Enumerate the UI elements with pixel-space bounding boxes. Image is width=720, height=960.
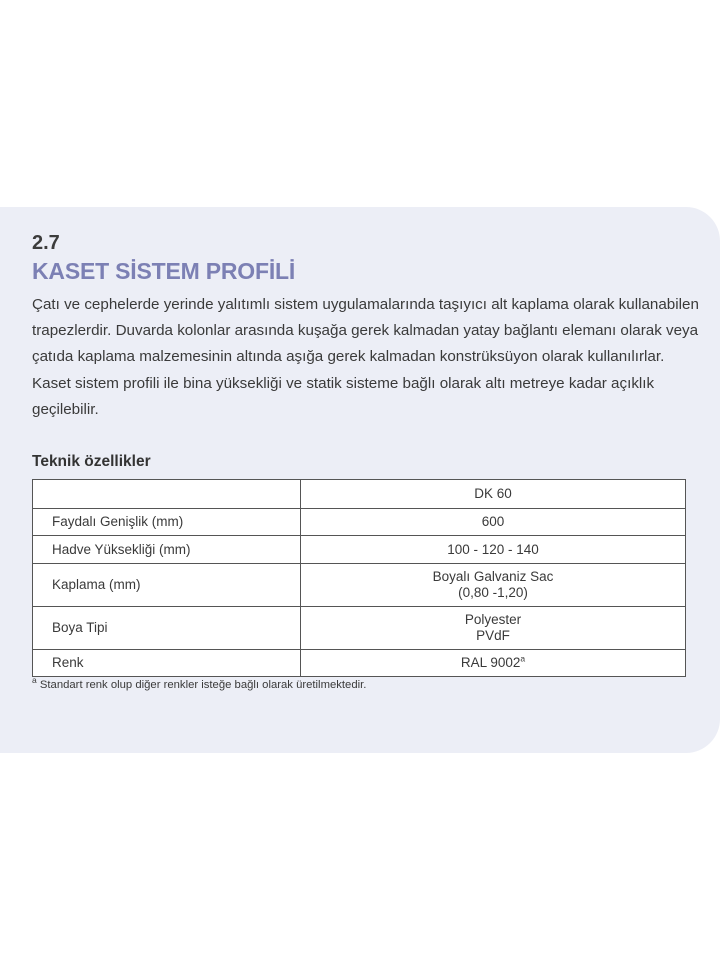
row-label: Renk [33,650,301,677]
footnote-text: Standart renk olup diğer renkler isteğe bağlı olarak üretilmektedir. [39,679,367,691]
footnote-marker: a [520,653,526,664]
value-line: Polyester [464,612,522,627]
section-number: 2.7 [32,232,60,254]
value-line: Boyalı Galvaniz Sac [432,569,554,584]
table-row [33,509,686,536]
row-label: Faydalı Genişlik (mm) [33,509,301,536]
section-body-text: Çatı ve cephelerde yerinde yalıtımlı sistem uygulamalarında taşıyıcı alt kaplama olarak kullanabilen trapezlerdir. Duvarda kolonlar arasında kuşağa gerek kalmadan yatay bağlantı elemanı olarak veya çatıda kaplama malzemesinin altında aşığa gerek kalmadan konstrüksüyon olarak kullanılırlar. Kaset sistem profili ile bina yüksekliği ve statik sisteme bağlı olarak altı metreye kadar açıklık geçilebilir. [32,296,699,418]
footnote-marker: a [32,675,37,686]
table-row [33,650,686,677]
table-row [33,480,686,509]
row-value [301,564,686,607]
table-row [33,564,686,607]
table-row [33,536,686,564]
header-empty-cell [33,480,301,509]
footnote [32,677,366,693]
specs-table [32,479,686,677]
section-title: KASET SİSTEM PROFİLİ [32,258,296,284]
specs-title: Teknik özellikler [32,453,151,470]
header-model-cell: DK 60 [301,480,686,509]
row-value [301,607,686,650]
row-label: Boya Tipi [33,607,301,650]
row-label: Hadve Yüksekliği (mm) [33,536,301,564]
value-line: (0,80 -1,20) [458,585,528,600]
table-row [33,607,686,650]
value-line: PVdF [476,628,510,643]
row-value: 600 [301,509,686,536]
row-label: Kaplama (mm) [33,564,301,607]
row-value: 100 - 120 - 140 [301,536,686,564]
row-value [301,650,686,677]
value-text: RAL 9002 [460,655,521,670]
